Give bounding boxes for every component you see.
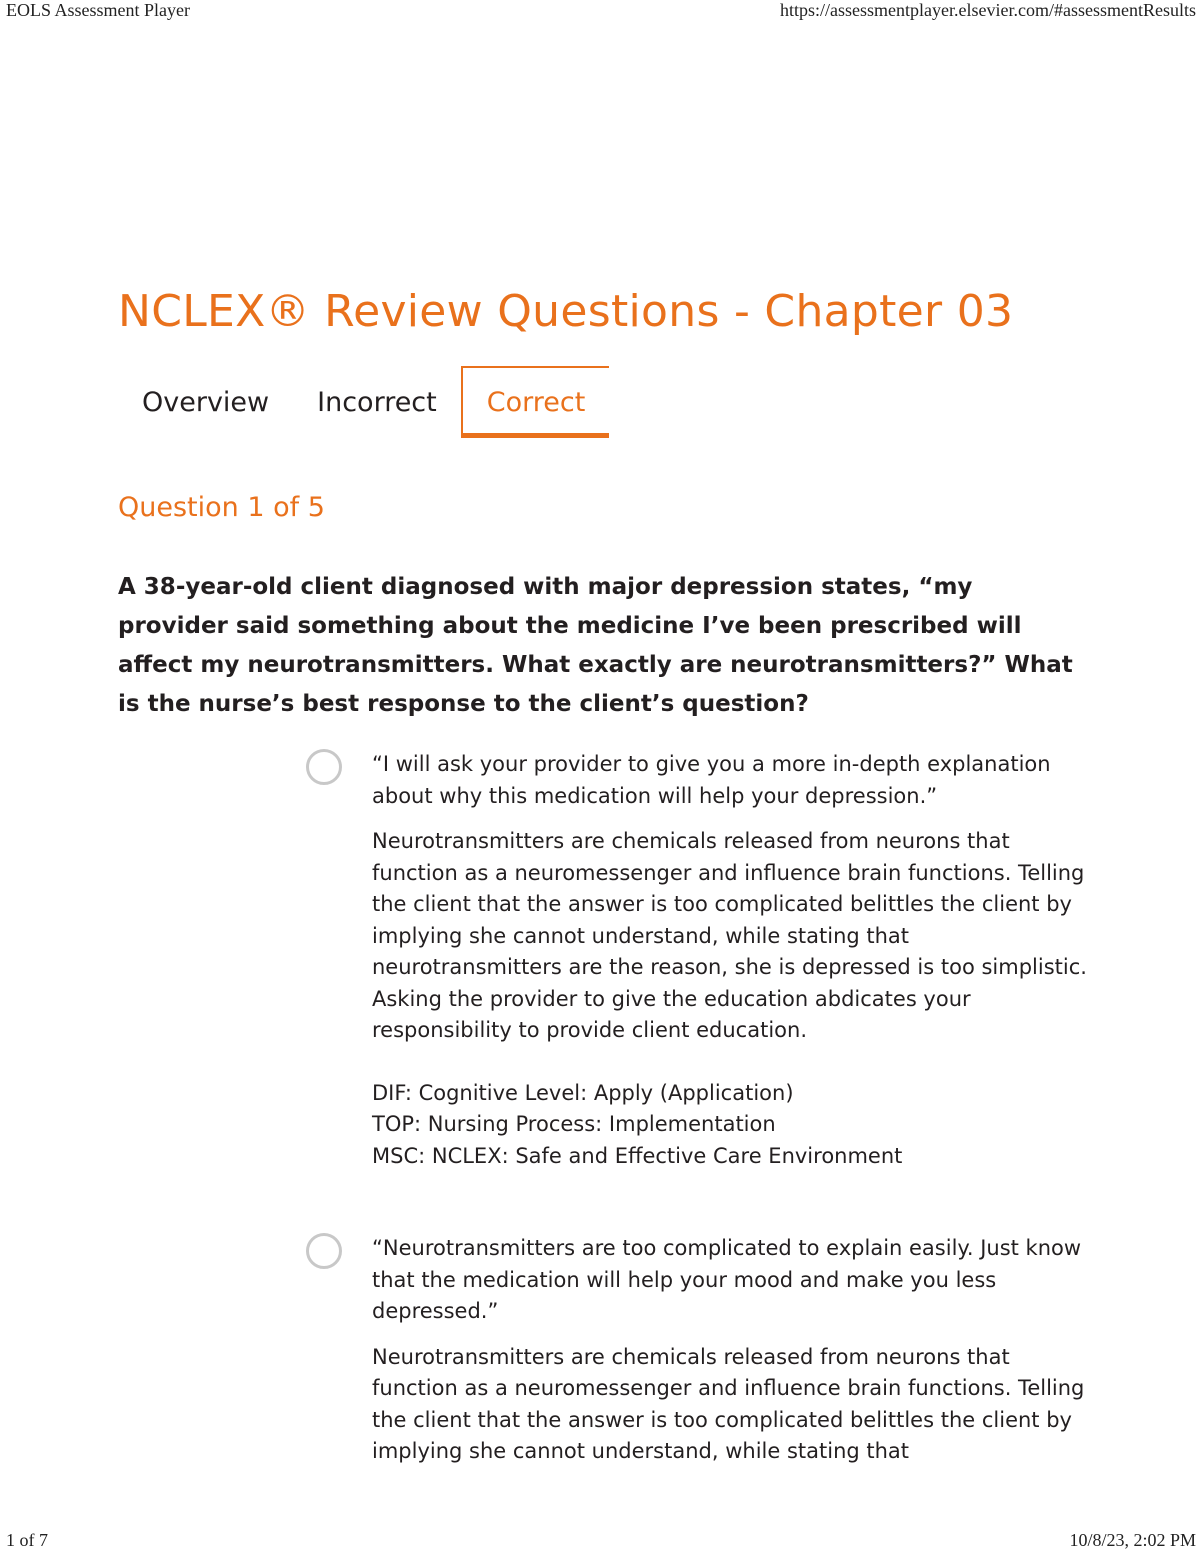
print-header-title: EOLS Assessment Player — [6, 0, 190, 20]
option-text: “Neurotransmitters are too complicated to explain easily. Just know that the medication will help your mood and make you less depressed.” — [372, 1236, 1082, 1323]
results-tabs — [118, 366, 609, 438]
tab-overview[interactable]: Overview — [118, 366, 293, 438]
question-counter: Question 1 of 5 — [118, 492, 325, 523]
option-radio-button[interactable] — [306, 1233, 342, 1269]
page-count: 1 of 7 — [6, 1530, 48, 1550]
page-title: NCLEX® Review Questions - Chapter 03 — [118, 286, 1014, 337]
print-timestamp: 10/8/23, 2:02 PM — [1069, 1530, 1196, 1550]
option-radio-button[interactable] — [306, 749, 342, 785]
tab-incorrect[interactable]: Incorrect — [293, 366, 461, 438]
option-metadata — [372, 1078, 1096, 1173]
tab-correct[interactable]: Correct — [461, 366, 610, 438]
answer-option — [306, 749, 1096, 1172]
option-rationale: Neurotransmitters are chemicals released from neurons that function as a neuromessenger and influence brain functions. Telling the client that the answer is too complicated belittles the client by implying she cannot understand, while stating that neurotransmitters are the reason, she is depressed is too simplistic. Asking the provider to give the education abdicates your responsibility to provide client education. — [372, 829, 1087, 1042]
print-header-url: https://assessmentplayer.elsevier.com/#assessmentResults — [780, 0, 1196, 20]
print-footer — [0, 1530, 1200, 1550]
option-text: “I will ask your provider to give you a more in-depth explanation about why this medication will help your depression.” — [372, 752, 1051, 808]
print-header — [0, 0, 1200, 20]
topic: TOP: Nursing Process: Implementation — [372, 1112, 776, 1136]
question-stem: A 38-year-old client diagnosed with major depression states, “my provider said something about the medicine I’ve been prescribed will affect my neurotransmitters. What exactly are neurotransmitters?” What is the nurse’s best response to the client’s question? — [118, 574, 1073, 717]
option-rationale: Neurotransmitters are chemicals released from neurons that function as a neuromessenger and influence brain functions. Telling the client that the answer is too complicated belittles the client by implying she cannot understand, while stating that — [372, 1344, 1085, 1463]
difficulty-level: DIF: Cognitive Level: Apply (Application) — [372, 1080, 794, 1105]
answer-option — [306, 1233, 1096, 1468]
nclex-category: MSC: NCLEX: Safe and Effective Care Environment — [372, 1143, 903, 1168]
